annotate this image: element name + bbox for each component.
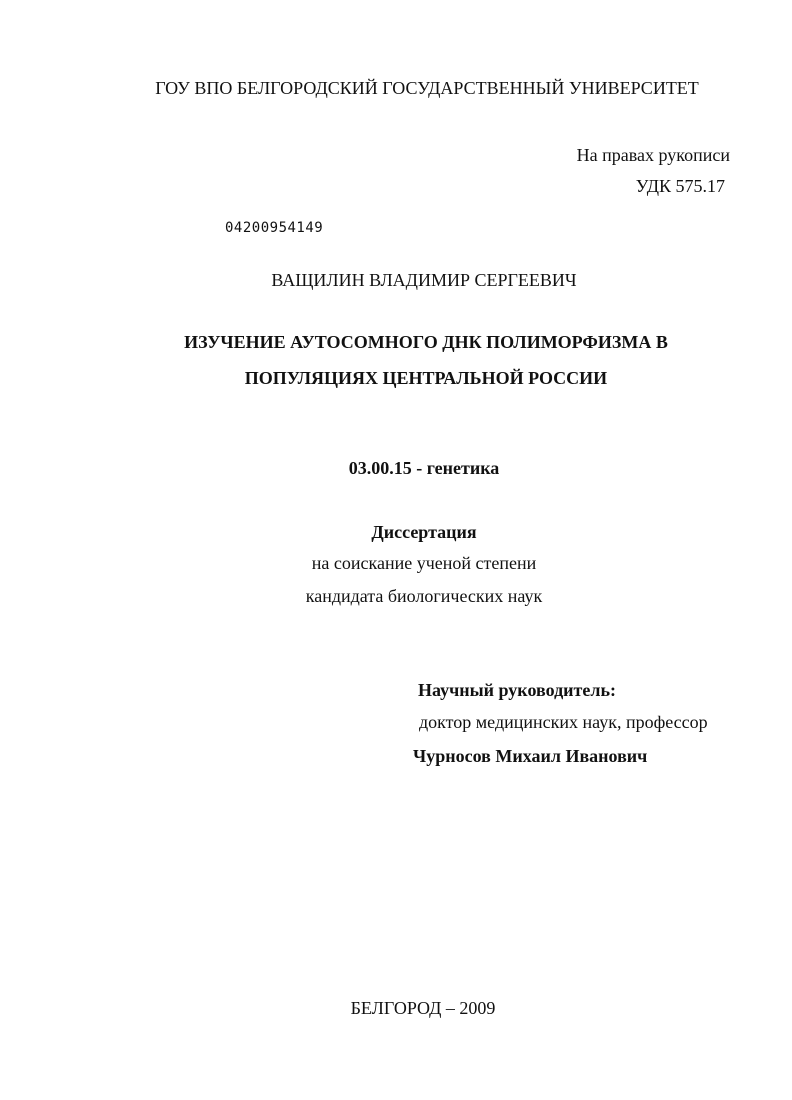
- work-type: Диссертация: [371, 522, 477, 542]
- author-name: ВАЩИЛИН ВЛАДИМИР СЕРГЕЕВИЧ: [271, 270, 577, 290]
- thesis-title-line-1: ИЗУЧЕНИЕ АУТОСОМНОГО ДНК ПОЛИМОРФИЗМА В: [184, 332, 668, 352]
- stamp-number: 04200954149: [225, 220, 324, 236]
- manuscript-note: На правах рукописи: [576, 145, 730, 165]
- supervisor-degree: доктор медицинских наук, профессор: [419, 712, 708, 732]
- supervisor-label: Научный руководитель:: [418, 680, 616, 700]
- institution-name: ГОУ ВПО БЕЛГОРОДСКИЙ ГОСУДАРСТВЕННЫЙ УНИВЕРСИТЕТ: [155, 78, 699, 98]
- supervisor-name: Чурносов Михаил Иванович: [413, 746, 648, 766]
- thesis-title-line-2: ПОПУЛЯЦИЯХ ЦЕНТРАЛЬНОЙ РОССИИ: [244, 368, 608, 388]
- degree-line-2: кандидата биологических наук: [305, 586, 543, 606]
- udc-code: УДК 575.17: [635, 176, 725, 196]
- place-year: БЕЛГОРОД – 2009: [350, 998, 496, 1018]
- degree-line-1: на соискание ученой степени: [311, 553, 537, 573]
- specialty: 03.00.15 - генетика: [348, 458, 500, 478]
